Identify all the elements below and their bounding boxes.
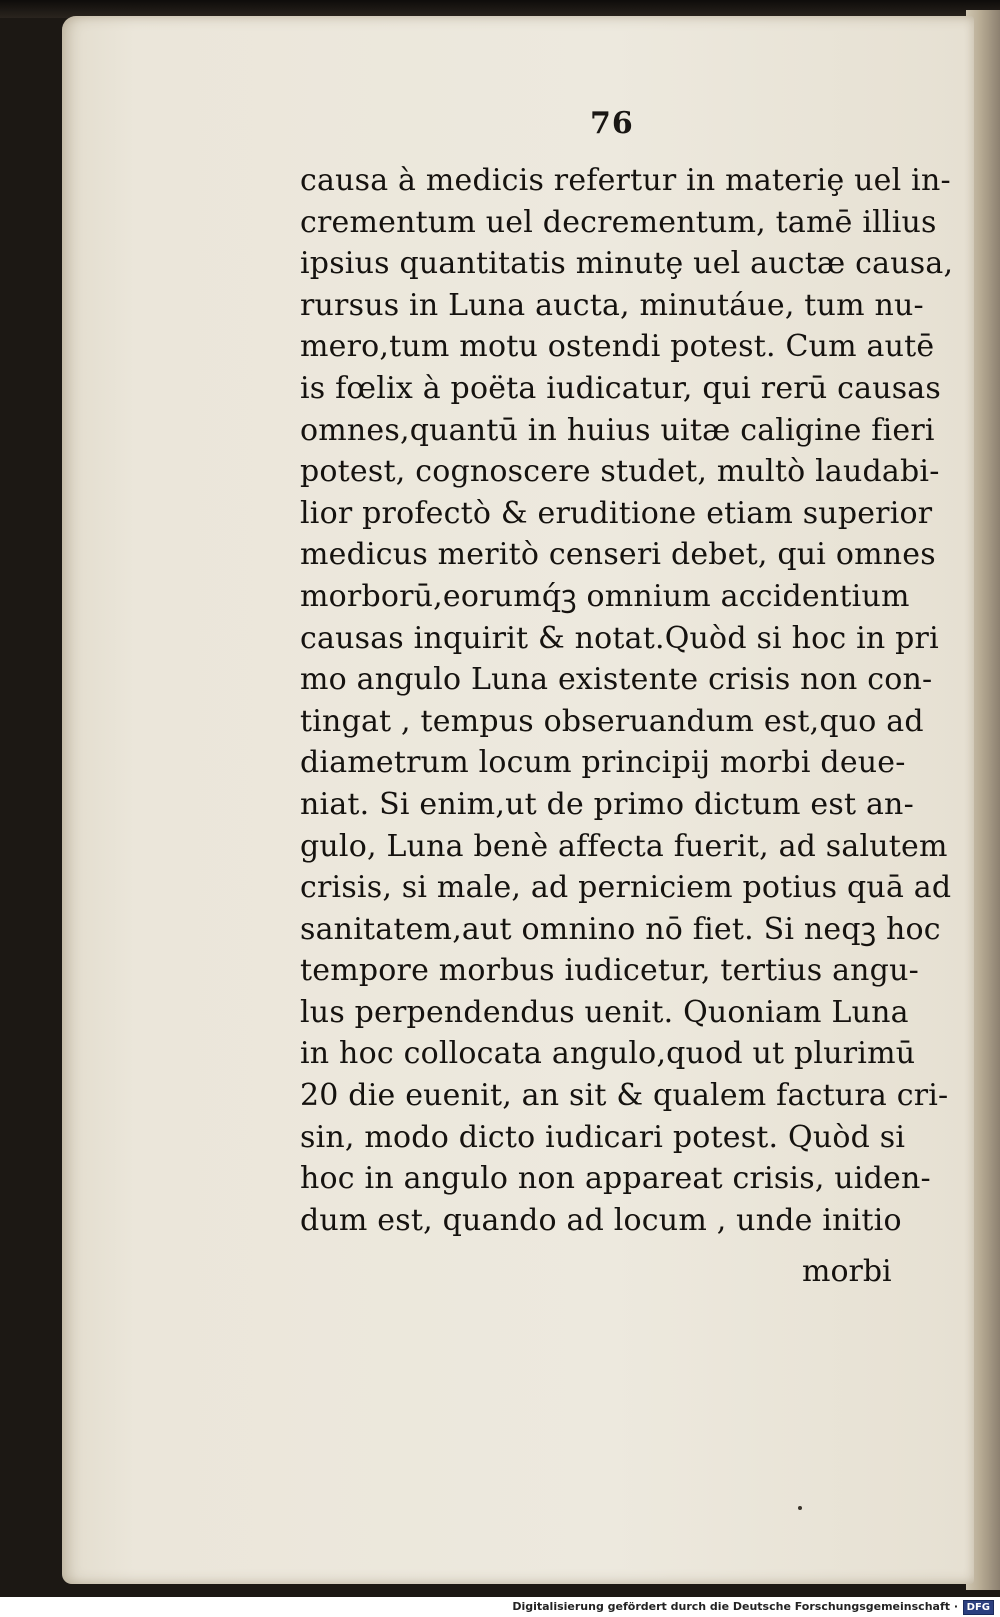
text-line: ipsius quantitatis minutȩ uel auctæ causa,	[300, 246, 954, 282]
catchword: morbi	[802, 1254, 892, 1289]
text-line: mo angulo Luna existente crisis non con‐	[300, 662, 933, 698]
text-line: diametrum locum principij morbi deue‐	[300, 745, 906, 781]
text-line: is fœlix à poëta iudicatur, qui rerū causas	[300, 370, 941, 406]
text-line: tingat , tempus obseruandum est,quo ad	[300, 703, 924, 739]
text-line: causa à medicis refertur in materiȩ uel in‐	[300, 163, 951, 198]
text-line: morborū,eorumq́ꝫ omnium accidentium	[300, 578, 910, 614]
paper-speck	[798, 1506, 802, 1510]
text-line: tempore morbus iudicetur, tertius angu‐	[300, 953, 919, 989]
text-line: hoc in angulo non appareat crisis, uiden‐	[300, 1161, 931, 1197]
text-line: niat. Si enim,ut de primo dictum est an‐	[300, 786, 914, 822]
text-line: gulo, Luna benè affecta fuerit, ad salutem	[300, 828, 948, 864]
text-line: 20 die euenit, an sit & qualem factura cri‐	[300, 1078, 949, 1114]
text-line: sin, modo dicto iudicari potest. Quòd si	[300, 1119, 906, 1155]
text-line: medicus meritò censeri debet, qui omnes	[300, 537, 936, 573]
page-number: 76	[590, 106, 634, 141]
text-line: potest, cognoscere studet, multò laudabi‐	[300, 454, 940, 490]
text-line: lior profectò & eruditione etiam superior	[300, 495, 933, 531]
digitization-credit: Digitalisierung gefördert durch die Deutsche Forschungsgemeinschaft ·	[512, 1600, 958, 1613]
page-body-text	[300, 160, 954, 1241]
text-line: sanitatem,aut omnino nō fiet. Si neqꝫ hoc	[300, 911, 941, 947]
text-line: crementum uel decrementum, tamē illius	[300, 204, 937, 240]
text-line: rursus in Luna aucta, minutáue, tum nu‐	[300, 287, 924, 323]
text-line: dum est, quando ad locum , unde initio	[300, 1202, 902, 1238]
text-line: omnes,quantū in huius uitæ caligine fieri	[300, 412, 935, 448]
text-line: causas inquirit & notat.Quòd si hoc in pri	[300, 620, 939, 656]
text-line: in hoc collocata angulo,quod ut plurimū	[300, 1036, 916, 1072]
text-line: lus perpendendus uenit. Quoniam Luna	[300, 994, 909, 1030]
text-line: mero,tum motu ostendi potest. Cum autē	[300, 329, 935, 365]
text-line: crisis, si male, ad perniciem potius quā ad	[300, 870, 952, 906]
dfg-logo: DFG	[963, 1600, 994, 1615]
